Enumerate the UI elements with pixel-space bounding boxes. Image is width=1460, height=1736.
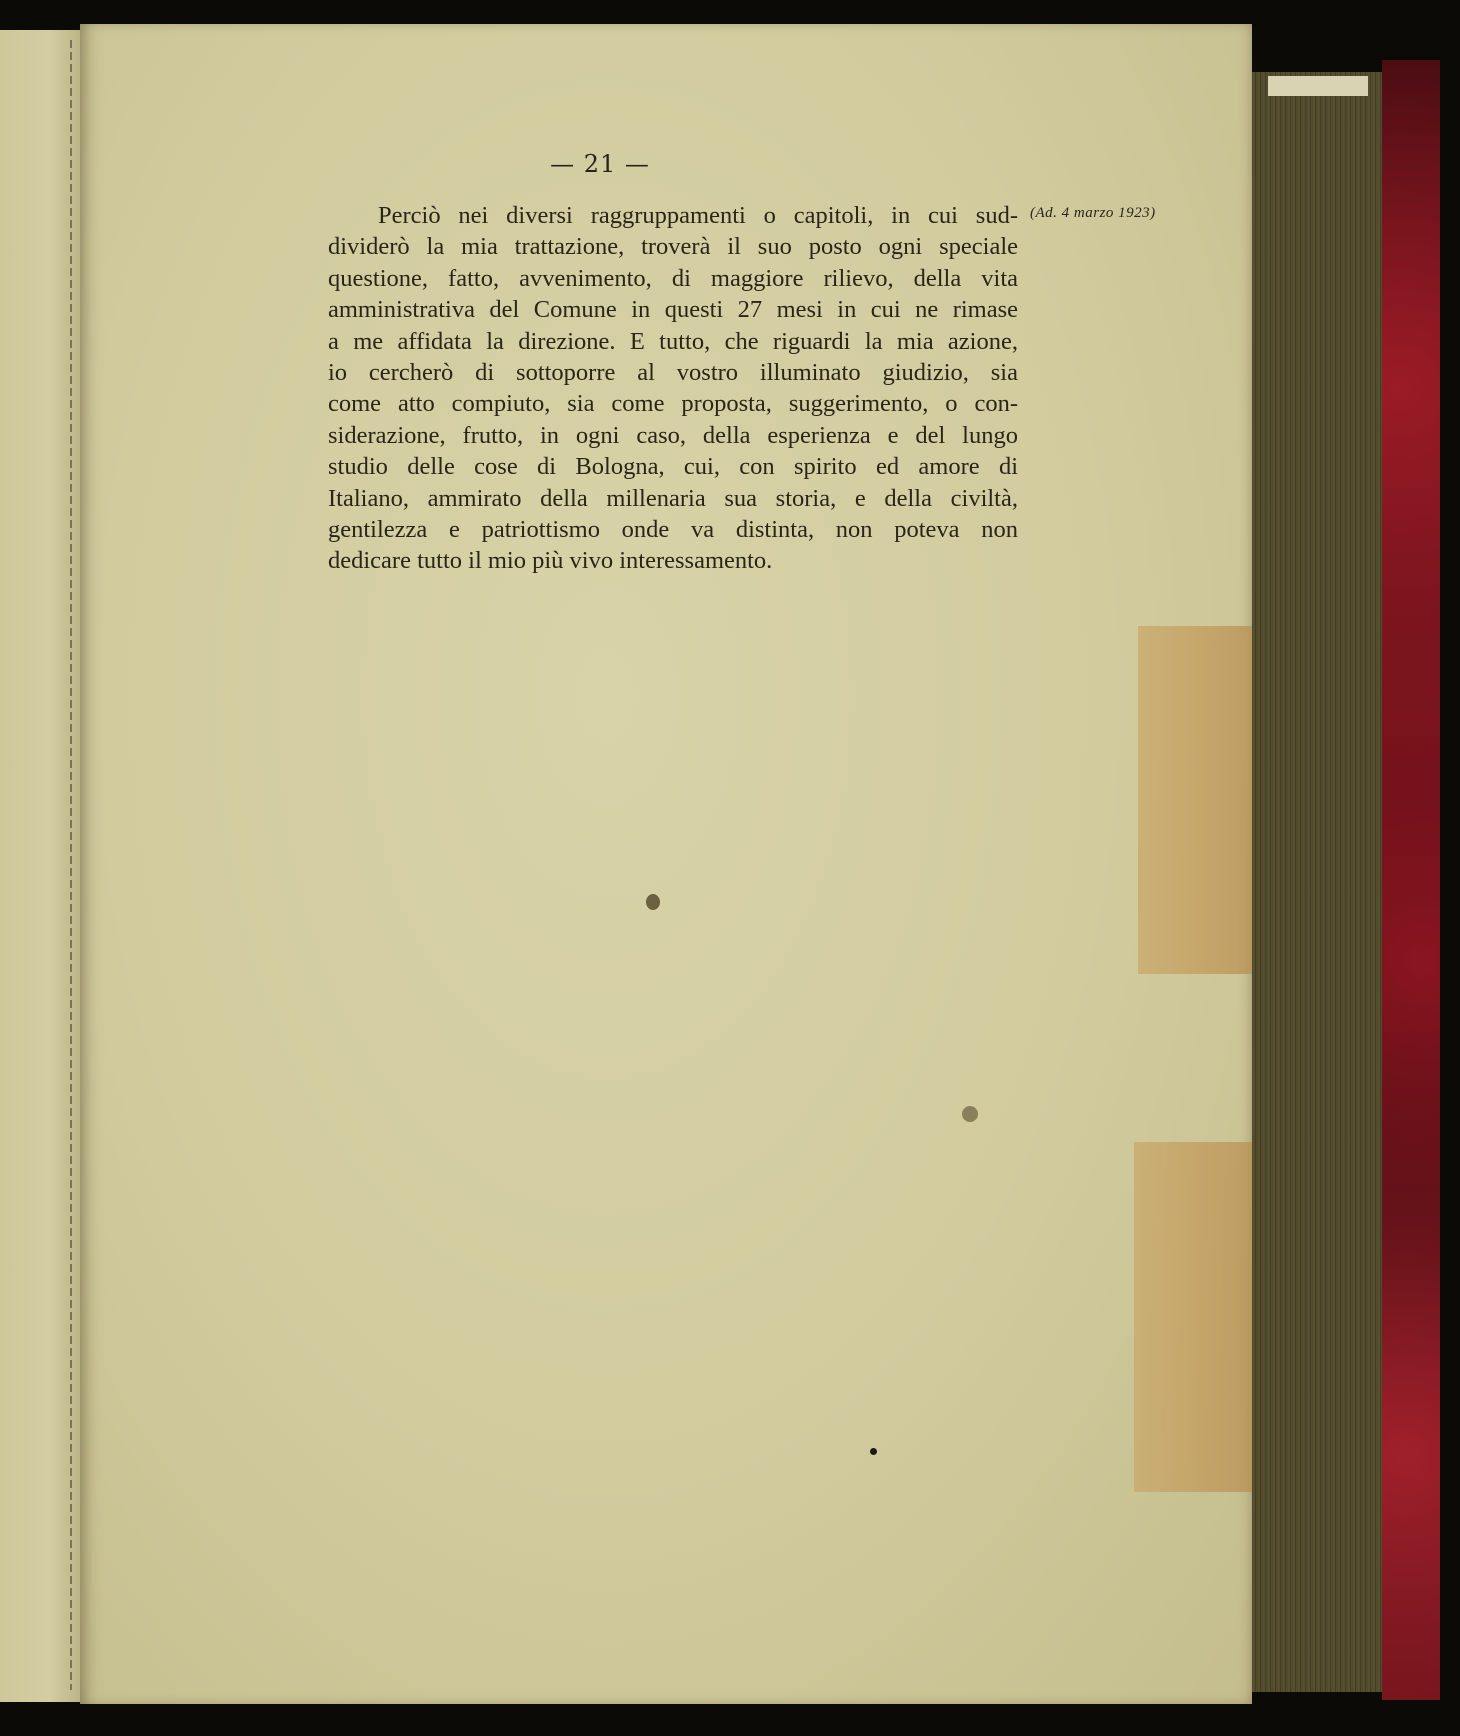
text-line: studio delle cose di Bologna, cui, con spirito ed amore di bbox=[328, 453, 1018, 481]
margin-note: (Ad. 4 marzo 1923) bbox=[1030, 205, 1156, 221]
text-line: Italiano, ammirato della millenaria sua storia, e della civiltà, bbox=[328, 484, 1018, 512]
marbled-cover bbox=[1382, 60, 1440, 1700]
paper-speck bbox=[870, 1448, 877, 1455]
text-line: dedicare tutto il mio più vivo interessamento. bbox=[328, 547, 773, 575]
binding-gutter bbox=[70, 40, 72, 1690]
text-line: gentilezza e patriottismo onde va distinta, non poteva non bbox=[328, 515, 1018, 543]
text-line: questione, fatto, avvenimento, di maggiore rilievo, della vita bbox=[328, 264, 1018, 292]
text-line: io cercherò di sottoporre al vostro illuminato giudizio, sia bbox=[328, 358, 1018, 386]
text-line: a me affidata la direzione. E tutto, che riguardi la mia azione, bbox=[328, 327, 1018, 355]
text-line: dividerò la mia trattazione, troverà il suo posto ogni speciale bbox=[328, 233, 1018, 261]
text-line: Perciò nei diversi raggruppamenti o capitoli, in cui sud- bbox=[378, 202, 1018, 229]
text-line: siderazione, frutto, in ogni caso, della esperienza e del lungo bbox=[328, 421, 1018, 449]
paper-speck bbox=[962, 1106, 978, 1122]
text-line: amministrativa del Comune in questi 27 mesi in cui ne rimase bbox=[328, 296, 1018, 324]
text-line: come atto compiuto, sia come proposta, suggerimento, o con- bbox=[328, 390, 1018, 418]
paper-stain bbox=[1138, 626, 1252, 974]
page-edges bbox=[1252, 72, 1382, 1692]
paragraph bbox=[328, 200, 1018, 577]
paper-stain bbox=[1134, 1142, 1252, 1492]
page-number: — 21 — bbox=[550, 150, 650, 178]
page-edges-top bbox=[1268, 76, 1368, 96]
paper-speck bbox=[646, 894, 660, 910]
